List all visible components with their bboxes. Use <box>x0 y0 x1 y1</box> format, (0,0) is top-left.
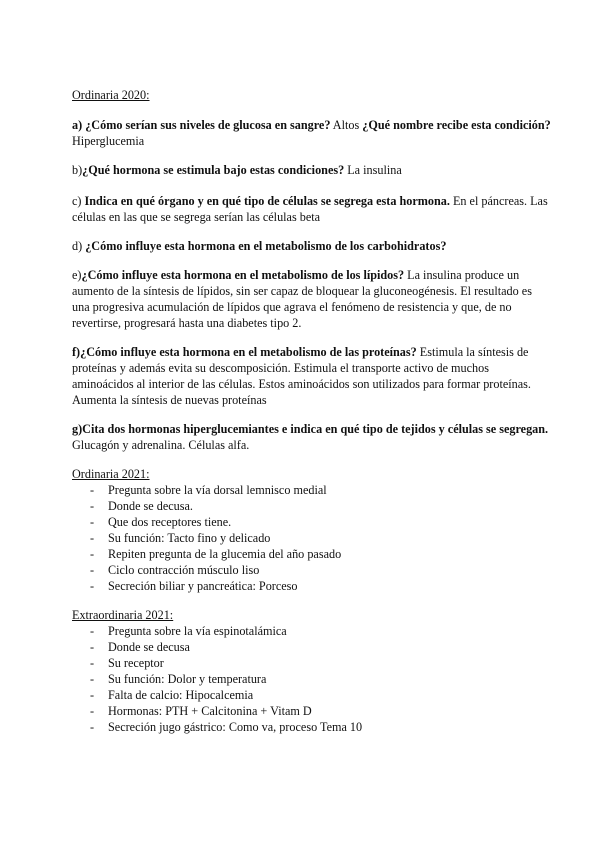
ordinaria-2021-list <box>72 482 552 594</box>
list-item: - Que dos receptores tiene. <box>72 514 552 530</box>
answer-a-2: Hiperglucemia <box>72 134 145 148</box>
answer-b: La insulina <box>344 163 402 177</box>
section-title-ordinaria-2021: Ordinaria 2021: <box>72 467 150 481</box>
extraordinaria-2021-list <box>72 623 552 735</box>
question-g: g)Cita dos hormonas hiperglucemiantes e indica en qué tipo de tejidos y células se segregan. Glucagón y adrenalina. Células alfa. <box>72 422 549 452</box>
question-a-text-1: ¿Cómo serían sus niveles de glucosa en sangre? <box>85 118 331 132</box>
question-c-text: Indica en qué órgano y en qué tipo de células se segrega esta hormona. <box>84 194 450 208</box>
question-b: b)¿Qué hormona se estimula bajo estas condiciones? La insulina <box>72 163 402 177</box>
list-item: - Su función: Tacto fino y delicado <box>72 530 552 546</box>
section-title-ordinaria-2020: Ordinaria 2020: <box>72 88 150 102</box>
answer-a-1: Altos <box>330 118 363 132</box>
question-g-text: Cita dos hormonas hiperglucemiantes e indica en qué tipo de tejidos y células se segregan. <box>82 422 549 436</box>
answer-e: La insulina produce un aumento de la síntesis de lípidos, sin ser capaz de bloquear la gluconeogénesis. El resultado es una progresiva acumulación de lípidos que agrava el fenómeno de resistencia y que, de no revertirse, progresará hasta una diabetes tipo 2. <box>72 268 532 330</box>
list-item: - Pregunta sobre la vía dorsal lemnisco medial <box>72 482 552 498</box>
list-item: - Repiten pregunta de la glucemia del año pasado <box>72 546 552 562</box>
question-e-text: ¿Cómo influye esta hormona en el metabolismo de los lípidos? <box>81 268 405 282</box>
list-item: - Falta de calcio: Hipocalcemia <box>72 687 552 703</box>
question-a-text-2: ¿Qué nombre recibe esta condición? <box>362 118 551 132</box>
answer-f: Estimula la síntesis de proteínas y además evita su descomposición. Estimula el transporte activo de muchos aminoácidos al interior de las células. Estos aminoácidos son utilizados para formar proteínas. Aumenta la síntesis de nuevas proteínas <box>72 345 531 407</box>
answer-c: En el páncreas. Las células en las que se segrega serían las células beta <box>72 194 548 224</box>
list-item: - Secreción jugo gástrico: Como va, proceso Tema 10 <box>72 719 552 735</box>
list-item: - Su receptor <box>72 655 552 671</box>
list-item: - Ciclo contracción músculo liso <box>72 562 552 578</box>
question-d: d) ¿Cómo influye esta hormona en el metabolismo de los carbohidratos? <box>72 239 447 253</box>
document-page <box>72 87 552 735</box>
section-title-extraordinaria-2021: Extraordinaria 2021: <box>72 608 174 622</box>
question-c: c) Indica en qué órgano y en qué tipo de células se segrega esta hormona. En el páncreas. Las células en las que se segrega serían las células beta <box>72 194 548 224</box>
question-f-text: ¿Cómo influye esta hormona en el metabolismo de las proteínas? <box>80 345 417 359</box>
question-a: a) ¿Cómo serían sus niveles de glucosa en sangre? Altos ¿Qué nombre recibe esta condición? Hiperglucemia <box>72 118 551 148</box>
answer-g: Glucagón y adrenalina. Células alfa. <box>72 438 250 452</box>
list-item: - Donde se decusa <box>72 639 552 655</box>
question-f: f)¿Cómo influye esta hormona en el metabolismo de las proteínas? Estimula la síntesis de proteínas y además evita su descomposición. Estimula el transporte activo de muchos aminoácidos al interior de las células. Estos aminoácidos son utilizados para formar proteínas. Aumenta la síntesis de nuevas proteínas <box>72 345 531 407</box>
question-d-text: ¿Cómo influye esta hormona en el metabolismo de los carbohidratos? <box>85 239 447 253</box>
list-item: - Donde se decusa. <box>72 498 552 514</box>
list-item: - Hormonas: PTH + Calcitonina + Vitam D <box>72 703 552 719</box>
list-item: - Pregunta sobre la vía espinotalámica <box>72 623 552 639</box>
list-item: - Secreción biliar y pancreática: Porceso <box>72 578 552 594</box>
question-e: e)¿Cómo influye esta hormona en el metabolismo de los lípidos? La insulina produce un aumento de la síntesis de lípidos, sin ser capaz de bloquear la gluconeogénesis. El resultado es una progresiva acumulación de lípidos que agrava el fenómeno de resistencia y que, de no revertirse, progresará hasta una diabetes tipo 2. <box>72 268 532 330</box>
question-b-text: ¿Qué hormona se estimula bajo estas condiciones? <box>82 163 345 177</box>
list-item: - Su función: Dolor y temperatura <box>72 671 552 687</box>
